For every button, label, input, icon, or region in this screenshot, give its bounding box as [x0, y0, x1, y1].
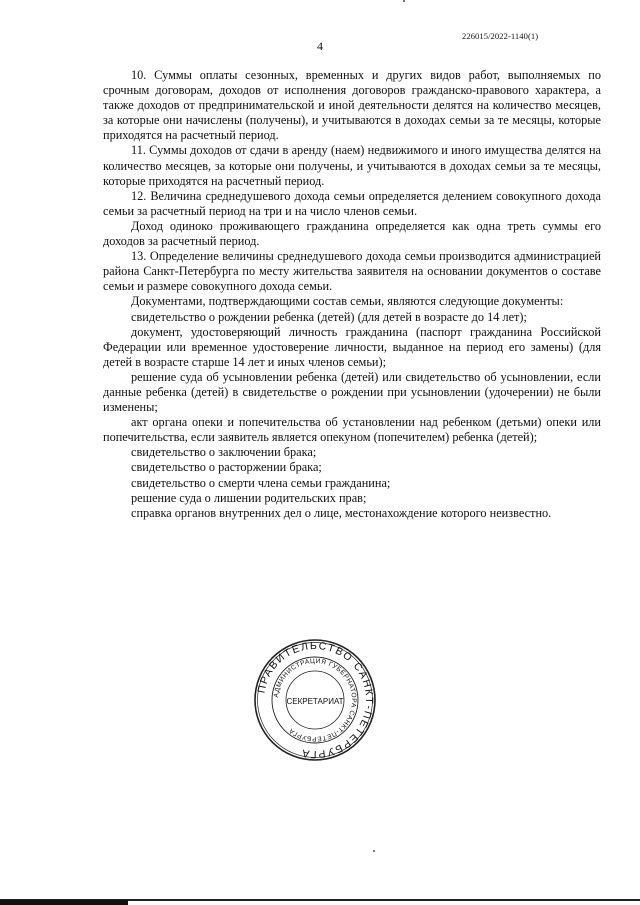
paragraph-13: 13. Определение величины среднедушевого дохода семьи производится администрацией района Санкт-Петербурга по месту жительства заявителя на основании документов о составе семьи и размере совокупного дохода семьи. [103, 249, 601, 294]
list-item: свидетельство о заключении брака; [131, 445, 317, 460]
list-item: свидетельство о рождении ребенка (детей) (для детей в возрасте до 14 лет); [131, 309, 527, 324]
list-item: свидетельство о смерти члена семьи гражданина; [131, 475, 391, 490]
scan-edge-mark [0, 900, 128, 905]
page-number: 4 [317, 39, 323, 53]
stamp-outer-text: ПРАВИТЕЛЬСТВО САНКТ-ПЕТЕРБУРГА [255, 639, 376, 761]
documents-intro: Документами, подтверждающими состав семьи, являются следующие документы: [131, 294, 564, 309]
list-item: документ, удостоверяющий личность гражданина (паспорт гражданина Российской Федерации или временное удостоверение личности, выданное на период его замены) (для детей в возрасте старше 14 лет и иных членов семьи); [103, 324, 601, 369]
scan-dot [373, 850, 375, 852]
stamp-center-text: СЕКРЕТАРИАТ [286, 697, 344, 706]
stamp-inner-text: АДМИНИСТРАЦИЯ ГУБЕРНАТОРА САНКТ-ПЕТЕРБУРГА [273, 657, 358, 743]
document-body [103, 68, 601, 521]
document-number: 226015/2022-1140(1) [462, 31, 539, 41]
paragraph-11: 11. Суммы доходов от сдачи в аренду (наем) недвижимого и иного имущества делятся на количество месяцев, за которые они получены, и учитываются в доходах семьи за те месяцы, которые приходятся на расчетный период. [103, 143, 601, 188]
paragraph-10: 10. Суммы оплаты сезонных, временных и других видов работ, выполняемых по срочным договорам, доходов от исполнения договоров гражданско-правового характера, а также доходов от предпринимательской и иной деятельности делятся на количество месяцев, за которые они начислены (получены), и учитываются в доходах семьи за те месяцы, которые приходятся на расчетный период. [103, 68, 601, 143]
list-item: свидетельство о расторжении брака; [131, 460, 322, 475]
list-item: акт органа опеки и попечительства об установлении над ребенком (детьми) опеки или попечительства, если заявитель является опекуном (попечителем) ребенка (детей); [103, 415, 601, 445]
official-stamp [253, 638, 377, 762]
list-item: решение суда о лишении родительских прав; [131, 490, 367, 505]
list-item: решение суда об усыновлении ребенка (детей) или свидетельство об усыновлении, если данные ребенка (детей) в свидетельстве о рождении при усыновлении (удочерении) не были изменены; [103, 369, 601, 415]
paragraph-single-income: Доход одиноко проживающего гражданина определяется как одна треть суммы его доходов за расчетный период. [103, 218, 601, 249]
scan-mark [403, 0, 405, 2]
paragraph-12: 12. Величина среднедушевого дохода семьи определяется делением совокупного дохода семьи за расчетный период на три и на число членов семьи. [103, 188, 601, 218]
list-item: справка органов внутренних дел о лице, местонахождение которого неизвестно. [131, 505, 552, 520]
